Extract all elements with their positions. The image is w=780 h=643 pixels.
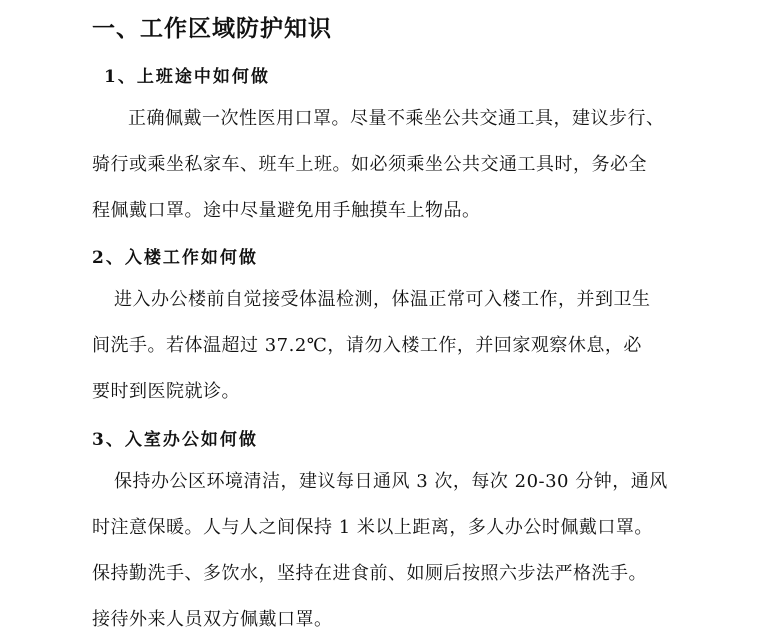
paragraph-line: 程佩戴口罩。途中尽量避免用手触摸车上物品。 bbox=[92, 200, 481, 221]
document-title: 一、工作区域防护知识 bbox=[92, 15, 332, 42]
paragraph-line: 保持勤洗手、多饮水，坚持在进食前、如厕后按照六步法严格洗手。 bbox=[92, 563, 647, 584]
section-heading-1: 1、上班途中如何做 bbox=[104, 67, 270, 87]
paragraph-line: 间洗手。若体温超过 37.2℃，请勿入楼工作，并回家观察休息，必 bbox=[92, 335, 642, 356]
paragraph-line: 保持办公区环境清洁，建议每日通风 3 次，每次 20-30 分钟，通风 bbox=[114, 471, 668, 492]
paragraph-line: 骑行或乘坐私家车、班车上班。如必须乘坐公共交通工具时，务必全 bbox=[92, 154, 647, 175]
section-body-3 bbox=[92, 459, 702, 643]
paragraph-line: 接待外来人员双方佩戴口罩。 bbox=[92, 609, 333, 630]
section-heading-3: 3、入室办公如何做 bbox=[92, 430, 258, 450]
paragraph-line: 正确佩戴一次性医用口罩。尽量不乘坐公共交通工具，建议步行、 bbox=[128, 108, 665, 129]
paragraph-line: 进入办公楼前自觉接受体温检测，体温正常可入楼工作，并到卫生 bbox=[114, 289, 651, 310]
paragraph-line: 时注意保暖。人与人之间保持 1 米以上距离，多人办公时佩戴口罩。 bbox=[92, 517, 653, 538]
section-heading-2: 2、入楼工作如何做 bbox=[92, 248, 258, 268]
section-body-2 bbox=[92, 277, 702, 415]
section-body-1 bbox=[92, 96, 702, 234]
paragraph-line: 要时到医院就诊。 bbox=[92, 381, 240, 402]
